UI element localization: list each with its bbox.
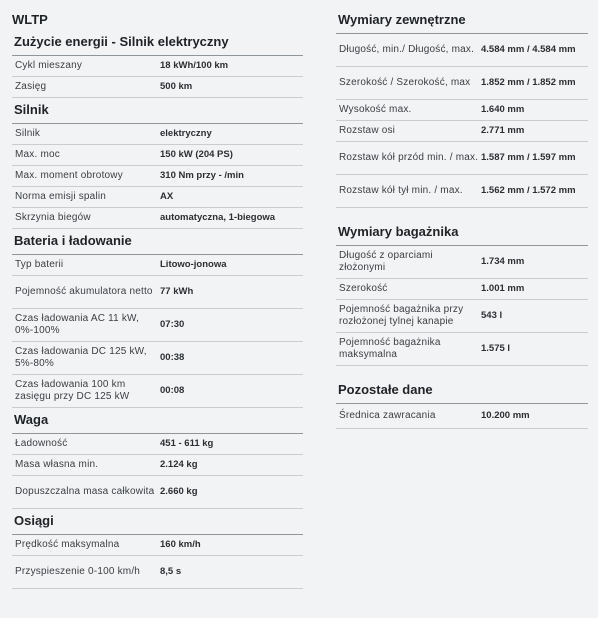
spec-row (336, 175, 588, 208)
spec-label: Rozstaw osi (339, 125, 396, 136)
spec-row (12, 535, 303, 556)
spec-value: 2.660 kg (160, 486, 198, 497)
spec-row (12, 255, 303, 276)
section-title-engine: Silnik (12, 102, 303, 124)
section-title-luggage: Wymiary bagażnika (336, 224, 588, 246)
spec-row (12, 276, 303, 309)
spec-value: 500 km (160, 81, 193, 92)
spec-label: Przyspieszenie 0-100 km/h (15, 566, 141, 577)
spec-label: Skrzynia biegów (15, 212, 91, 223)
spec-label: Typ baterii (15, 259, 64, 270)
spec-row (336, 246, 588, 279)
spec-value: 10.200 mm (481, 410, 530, 421)
spec-row (12, 145, 303, 166)
spec-row (336, 100, 588, 121)
right-column (336, 0, 588, 429)
spec-label: Zasięg (15, 81, 47, 92)
spec-value: 07:30 (160, 319, 185, 330)
left-column (12, 0, 303, 589)
spec-label: Rozstaw kół tył min. / max. (339, 185, 463, 196)
spec-label: Max. moment obrotowy (15, 170, 123, 181)
spec-value: 310 Nm przy - /min (160, 170, 244, 181)
spec-label: Pojemność bagażnika przy rozłożonej tylnej kanapie (339, 304, 464, 327)
spec-value: Litowo-jonowa (160, 259, 227, 270)
section-title-other: Pozostałe dane (336, 382, 588, 404)
spec-label: Szerokość / Szerokość, max (339, 77, 471, 88)
spec-value: 77 kWh (160, 286, 194, 297)
spec-label: Dopuszczalna masa całkowita (15, 486, 155, 497)
section-title-energy: Zużycie energii - Silnik elektryczny (12, 34, 303, 56)
spec-row (12, 187, 303, 208)
spec-row (336, 142, 588, 175)
spec-row (336, 121, 588, 142)
spec-label: Pojemność akumulatora netto (15, 286, 153, 297)
spec-value: 1.587 mm / 1.597 mm (481, 152, 576, 163)
spec-row (336, 34, 588, 67)
spec-value: 1.852 mm / 1.852 mm (481, 77, 576, 88)
spec-value: 1.562 mm / 1.572 mm (481, 185, 576, 196)
spec-value: 451 - 611 kg (160, 438, 214, 449)
spec-label: Wysokość max. (339, 104, 412, 115)
spec-row (12, 77, 303, 98)
spec-row (12, 556, 303, 589)
spec-label: Max. moc (15, 149, 60, 160)
section-title-battery: Bateria i ładowanie (12, 233, 303, 255)
spec-row (336, 404, 588, 429)
spec-value: 543 l (481, 310, 503, 321)
spec-row (336, 300, 588, 333)
spec-value: 150 kW (204 PS) (160, 149, 233, 160)
section-title-exterior: Wymiary zewnętrzne (336, 12, 588, 34)
spec-value: 2.124 kg (160, 459, 198, 470)
spec-value: 4.584 mm / 4.584 mm (481, 44, 576, 55)
spec-label: Rozstaw kół przód min. / max. (339, 152, 479, 163)
spec-row (336, 279, 588, 300)
wltp-title: WLTP (12, 12, 48, 27)
spec-row (12, 434, 303, 455)
spec-value: 18 kWh/100 km (160, 60, 229, 71)
spec-label: Długość z oparciami złożonymi (339, 250, 433, 273)
spec-value: elektryczny (160, 128, 212, 139)
spec-value: 1.575 l (481, 343, 511, 354)
spec-label: Czas ładowania AC 11 kW, 0%-100% (15, 313, 140, 336)
spec-row (12, 342, 303, 375)
spec-row (12, 476, 303, 509)
spec-label: Prędkość maksymalna (15, 539, 120, 550)
spec-row (12, 309, 303, 342)
spec-label: Szerokość (339, 283, 388, 294)
spec-label: Długość, min./ Długość, max. (339, 44, 475, 55)
spec-label: Czas ładowania 100 km zasięgu przy DC 125 kW (15, 379, 130, 402)
spec-row (12, 208, 303, 229)
spec-row (12, 56, 303, 77)
spec-value: 8,5 s (160, 566, 182, 577)
section-title-performance: Osiągi (12, 513, 303, 535)
spec-value: 1.001 mm (481, 283, 525, 294)
spec-row (336, 67, 588, 100)
spec-value: 2.771 mm (481, 125, 525, 136)
spec-label: Cykl mieszany (15, 60, 83, 71)
spec-value: 160 km/h (160, 539, 201, 550)
spec-row (336, 333, 588, 366)
spec-label: Czas ładowania DC 125 kW, 5%-80% (15, 346, 147, 369)
spec-value: 1.640 mm (481, 104, 525, 115)
spec-label: Masa własna min. (15, 459, 99, 470)
spec-label: Ładowność (15, 438, 68, 449)
spec-value: automatyczna, 1-biegowa (160, 212, 276, 223)
spec-label: Silnik (15, 128, 41, 139)
spec-value: AX (160, 191, 174, 202)
section-title-weight: Waga (12, 412, 303, 434)
spec-row (12, 455, 303, 476)
spec-label: Średnica zawracania (339, 410, 436, 421)
spec-value: 1.734 mm (481, 256, 525, 267)
spec-row (12, 124, 303, 145)
spec-value: 00:08 (160, 385, 185, 396)
spec-label: Pojemność bagażnika maksymalna (339, 337, 441, 360)
spec-row (12, 166, 303, 187)
spec-row (12, 375, 303, 408)
spec-label: Norma emisji spalin (15, 191, 107, 202)
spec-value: 00:38 (160, 352, 185, 363)
